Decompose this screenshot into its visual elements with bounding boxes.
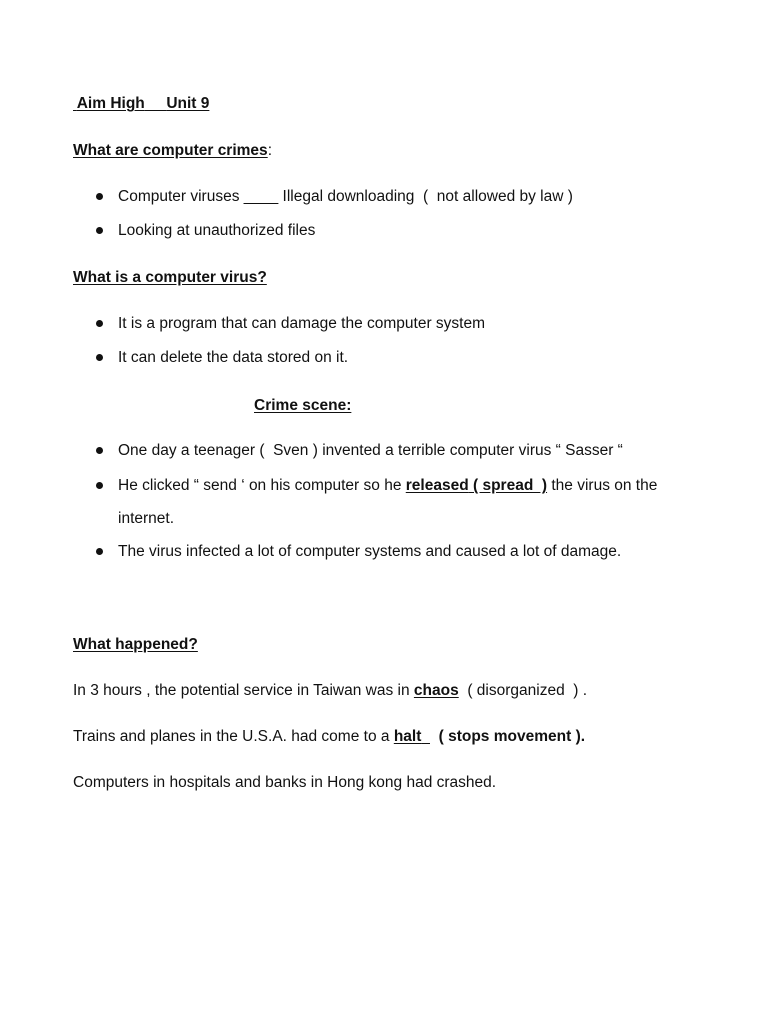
text-run: the virus on the [547, 477, 658, 494]
keyword-released: released [405, 477, 469, 494]
section-heading-crime-scene: Crime scene: [254, 397, 352, 414]
list-item [118, 476, 657, 496]
paragraph-line [73, 681, 587, 701]
bullet-icon [96, 193, 103, 200]
text-run: He clicked “ send ‘ on his computer so he [118, 477, 406, 494]
section-heading-what-happened: What happened? [73, 636, 198, 653]
document-header [73, 94, 209, 114]
list-item-continuation: internet. [118, 510, 175, 527]
bullet-icon [96, 354, 103, 361]
bullet-icon [96, 482, 103, 489]
list-item: One day a teenager ( Sven ) invented a terrible computer virus “ Sasser “ [118, 442, 623, 459]
heading-colon: : [267, 142, 272, 159]
list-item: It is a program that can damage the computer system [118, 315, 486, 332]
list-item: Computer viruses ____ Illegal downloading ( not allowed by law ) [118, 188, 573, 205]
book-title: Aim High [76, 95, 145, 112]
text-run: ( disorganized ) . [458, 682, 588, 699]
list-item: The virus infected a lot of computer systems and caused a lot of damage. [118, 543, 622, 560]
heading-text: What are computer crimes [73, 142, 268, 159]
bullet-icon [96, 548, 103, 555]
keyword-chaos: chaos [413, 682, 459, 699]
list-item: It can delete the data stored on it. [118, 349, 349, 366]
paragraph-line: Computers in hospitals and banks in Hong kong had crashed. [73, 774, 497, 791]
text-run: In 3 hours , the potential service in Taiwan was in [73, 682, 414, 699]
text-run: Trains and planes in the U.S.A. had come to a [73, 728, 394, 745]
keyword-stops-movement: ( stops movement ). [438, 728, 586, 745]
bullet-icon [96, 447, 103, 454]
section-heading-computer-crimes [73, 141, 272, 161]
keyword-halt: halt [393, 728, 422, 745]
paragraph-line [73, 727, 585, 747]
section-heading-computer-virus: What is a computer virus? [73, 269, 267, 286]
bullet-icon [96, 320, 103, 327]
bullet-icon [96, 227, 103, 234]
unit-label: Unit 9 [166, 95, 210, 112]
list-item: Looking at unauthorized files [118, 222, 316, 239]
keyword-spread: ( spread ) [472, 477, 548, 494]
